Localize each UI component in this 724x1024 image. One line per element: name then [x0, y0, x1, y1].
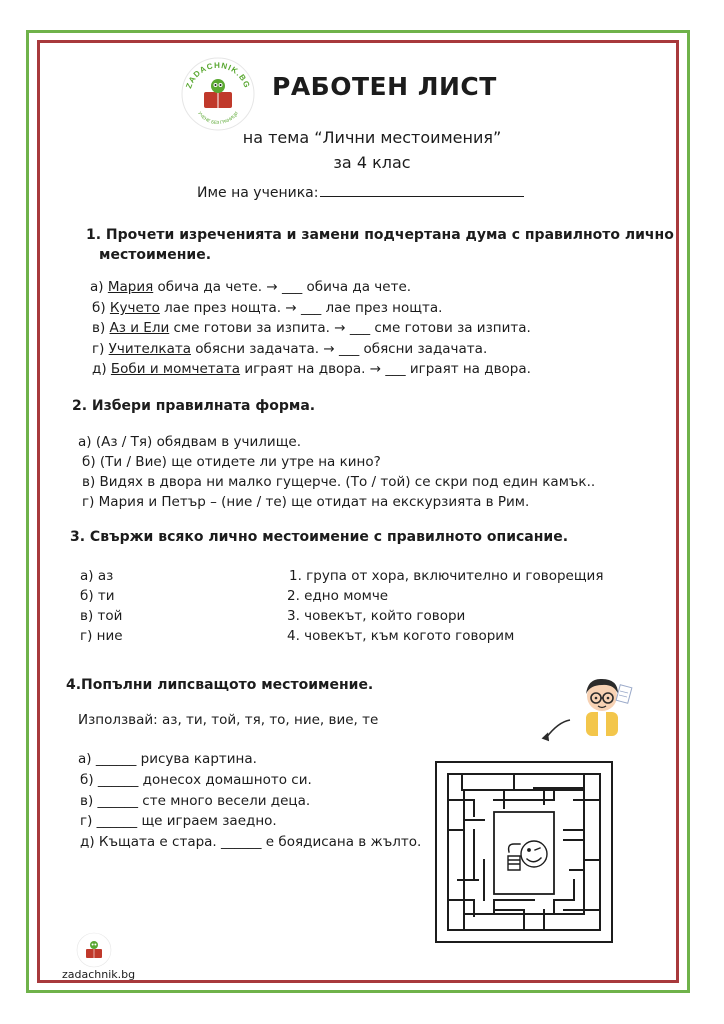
- task3-description: 3. човекът, който говори: [287, 608, 466, 624]
- task4-item: а) ______ рисува картина.: [78, 751, 257, 767]
- task3-pronoun: а) аз: [80, 568, 114, 584]
- task1-item: д) Боби и момчетата играят на двора. → ___ играят на двора.: [92, 361, 531, 377]
- task3-pronoun: б) ти: [80, 588, 115, 604]
- task1-item: г) Учителката обясни задачата. → ___ обясни задачата.: [92, 341, 488, 357]
- task3-pronoun: в) той: [80, 608, 123, 624]
- task3-pronoun: г) ние: [80, 628, 123, 644]
- logo-text: ZADACHNIK.BG: [184, 60, 252, 90]
- task4-item: д) Къщата е стара. ______ е боядисана в жълто.: [80, 834, 422, 850]
- task2-item: а) (Аз / Тя) обядвам в училище.: [78, 434, 302, 450]
- task3-description: 4. човекът, към когото говорим: [287, 628, 515, 644]
- maze-puzzle: [434, 760, 614, 944]
- student-name-blank[interactable]: [320, 184, 524, 197]
- student-name-field[interactable]: [197, 184, 524, 201]
- task4-item: в) ______ сте много весели деца.: [80, 793, 311, 809]
- zadachnik-logo: [180, 56, 256, 132]
- kid-with-paper-illustration: [572, 672, 634, 738]
- task1-item: в) Аз и Ели сме готови за изпита. → ___ сме готови за изпита.: [92, 320, 531, 336]
- task1-item: б) Кучето лае през нощта. → ___ лае през нощта.: [92, 300, 443, 316]
- logo-tagline: УЧЕНЕ БЕЗ ГРАНИЦИ: [197, 110, 239, 126]
- task1-item: а) Мария обича да чете. → ___ обича да чете.: [90, 279, 412, 295]
- task3-title: 3. Свържи всяко лично местоимение с правилното описание.: [70, 529, 569, 545]
- task3-description: 1. група от хора, включително и говорещия: [289, 568, 604, 584]
- task2-title: 2. Избери правилната форма.: [72, 398, 316, 414]
- task3-description: 2. едно момче: [287, 588, 389, 604]
- student-name-label: Име на ученика:: [197, 185, 319, 201]
- curved-arrow-icon: [538, 716, 574, 746]
- footer-site-link[interactable]: zadachnik.bg: [62, 968, 136, 981]
- task2-item: г) Мария и Петър – (ние / те) ще отидат на екскурзията в Рим.: [82, 494, 530, 510]
- subtitle-topic: на тема “Лични местоимения”: [242, 128, 502, 147]
- task1-title-line1: 1. Прочети изреченията и замени подчертана дума с правилното лично: [86, 227, 674, 243]
- task2-item: б) (Ти / Вие) ще отидете ли утре на кино?: [82, 454, 381, 470]
- task4-item: г) ______ ще играем заедно.: [80, 813, 277, 829]
- subtitle-grade: за 4 клас: [333, 153, 411, 172]
- task2-item: в) Видях в двора ни малко гущерче. (То / той) се скри под един камък..: [82, 474, 596, 490]
- zadachnik-logo-small: [76, 932, 112, 968]
- task4-item: б) ______ донесох домашното си.: [80, 772, 312, 788]
- task4-hint: Използвай: аз, ти, той, тя, то, ние, вие, те: [78, 712, 379, 728]
- task4-title: 4.Попълни липсващото местоимение.: [66, 677, 374, 693]
- task1-title-line2: местоимение.: [99, 247, 212, 263]
- page-title: РАБОТЕН ЛИСТ: [272, 72, 497, 101]
